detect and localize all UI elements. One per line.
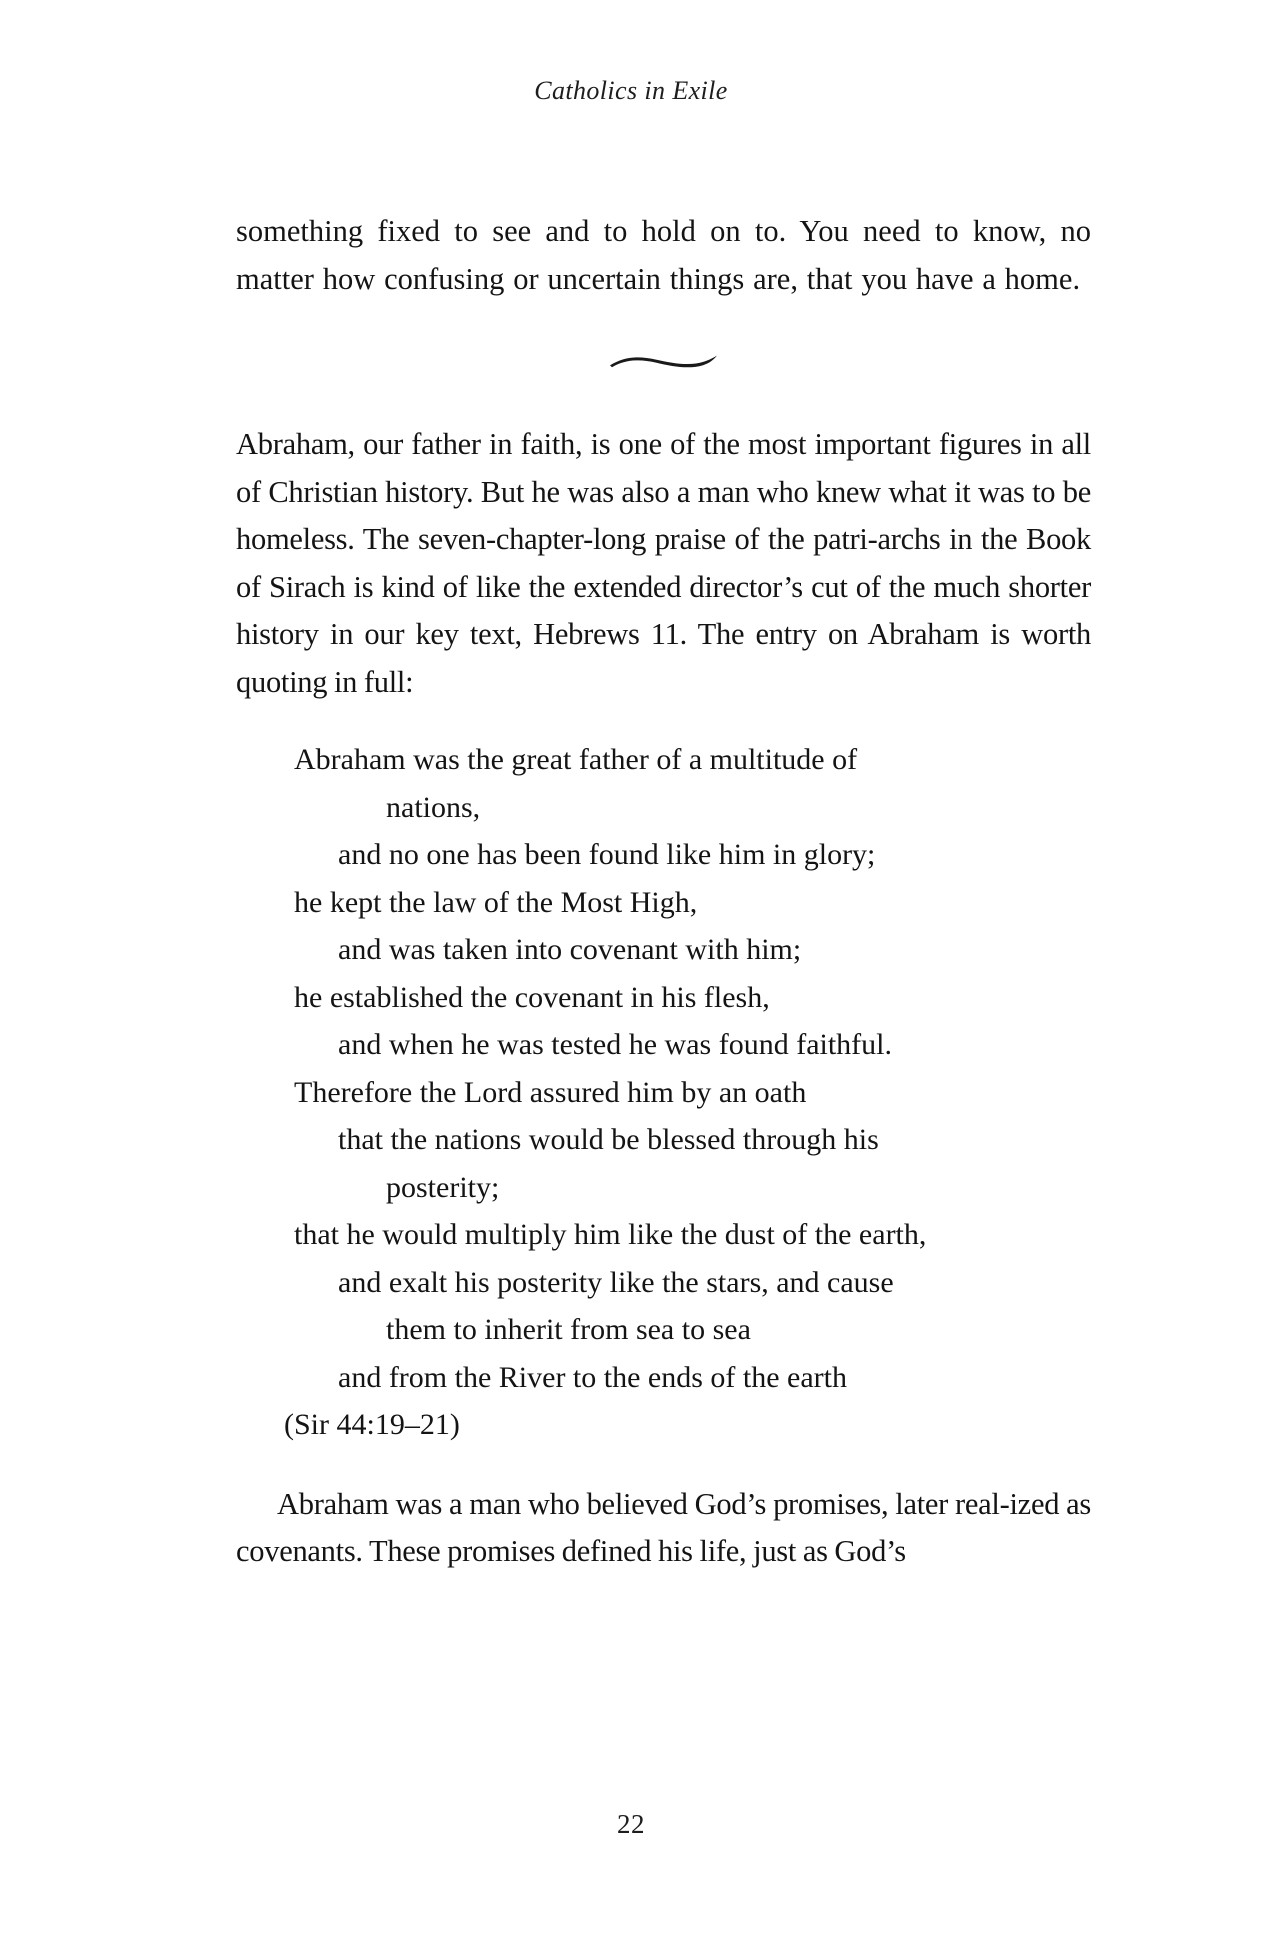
verse-line: and no one has been found like him in glory;: [338, 838, 876, 871]
verse-line: that the nations would be blessed through his: [338, 1123, 879, 1156]
verse-line: them to inherit from sea to sea: [386, 1313, 751, 1346]
section-divider: [236, 303, 1091, 421]
spacer-before-quote: [236, 706, 1091, 736]
verse-line: and from the River to the ends of the earth: [338, 1360, 848, 1394]
verse-line: and was taken into covenant with him;: [338, 933, 802, 966]
verse-line: nations,: [386, 790, 481, 824]
paragraph-abraham: Abraham, our father in faith, is one of the most important figures in all of Christian history. But he was also a man who knew what it was to be homeless. The seven-chapter-long praise of the patri-archs in the Book of Sirach is kind of like the extended director’s cut of the much shorter history in our key text, Hebrews 11. The entry on Abraham is worth quoting in full:: [236, 427, 1091, 699]
verse-line: and when he was tested he was found faithful.: [338, 1028, 893, 1061]
spacer-after-quote: [236, 1449, 1091, 1481]
verse-line: he established the covenant in his flesh,: [294, 980, 770, 1014]
paragraph-continued: something fixed to see and to hold on to. You need to know, no matter how confusing or uncertain things are, that you have a home.: [236, 214, 1091, 296]
text-block: [236, 208, 1091, 1576]
verse-line: Therefore the Lord assured him by an oath: [294, 1075, 807, 1109]
verse-line: posterity;: [386, 1170, 500, 1204]
running-head: Catholics in Exile: [534, 76, 728, 105]
verse-citation: (Sir 44:19–21): [284, 1408, 460, 1441]
verse-quotation: [236, 736, 1091, 1449]
page-number: 22: [617, 1809, 645, 1839]
verse-line: that he would multiply him like the dust of the earth,: [294, 1218, 927, 1251]
verse-line: and exalt his posterity like the stars, and cause: [338, 1265, 894, 1299]
swash-divider-icon: [604, 349, 724, 375]
paragraph-closing: Abraham was a man who believed God’s promises, later real-ized as covenants. These promises defined his life, just as God’s: [236, 1486, 1091, 1568]
verse-line: Abraham was the great father of a multitude of: [294, 743, 858, 776]
verse-line: he kept the law of the Most High,: [294, 885, 698, 919]
